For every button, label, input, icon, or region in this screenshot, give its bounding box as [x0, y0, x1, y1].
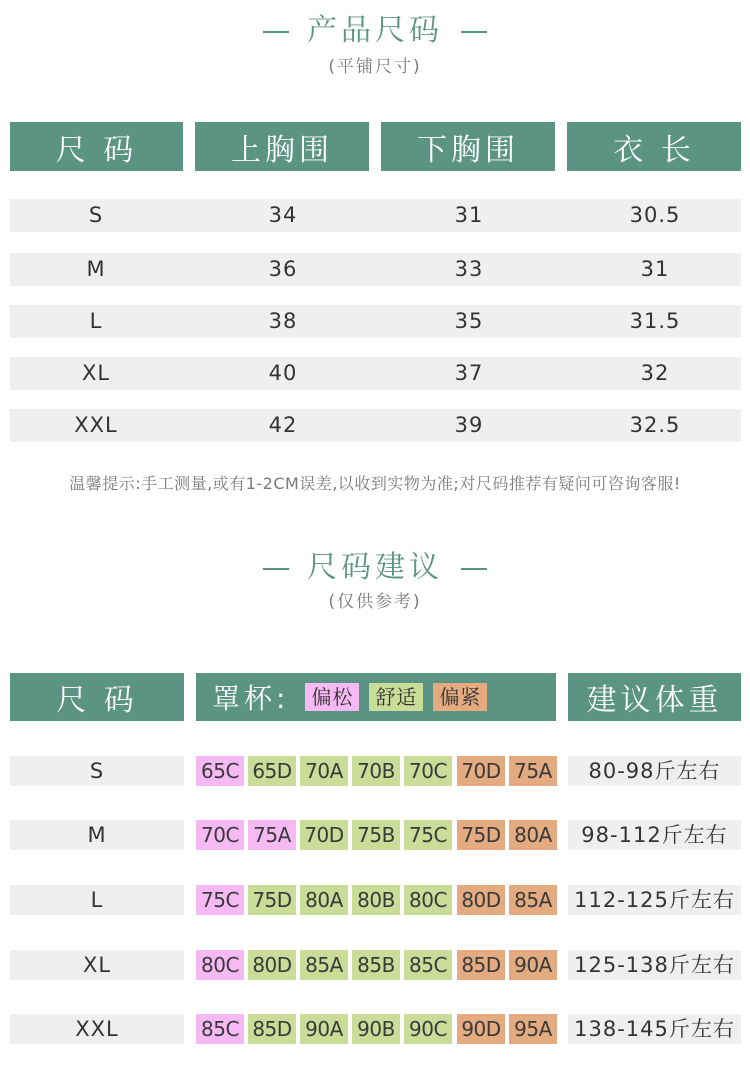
cup-size-cell: 80C [404, 885, 452, 915]
table-cell: 32 [640, 361, 670, 385]
table-cell: M [86, 257, 106, 281]
cup-size-cell: 90B [352, 1014, 400, 1044]
header-size: 尺 码 [10, 673, 184, 721]
table-cell: 40 [268, 361, 298, 385]
cup-size-cell: 80A [509, 820, 557, 850]
section-subtitle: (仅供参考) [328, 592, 422, 612]
section-title-size-suggestion [0, 550, 750, 586]
title-dash-left [263, 31, 289, 33]
cup-size-cell: 75C [196, 885, 244, 915]
measurement-note: 温馨提示:手工测量,或有1-2CM误差,以收到实物为准;对尺码推荐有疑问可咨询客服! [69, 474, 681, 493]
cup-size-cell: 80D [457, 885, 505, 915]
weight-label: 125-138斤左右 [568, 950, 741, 980]
cup-size-cell: 80D [248, 950, 296, 980]
table-cell: 38 [268, 309, 298, 333]
cup-size-cell: 80A [300, 885, 348, 915]
header-size: 尺 码 [10, 122, 183, 171]
table-cell: 31 [640, 257, 670, 281]
cup-size-cell: 70B [352, 756, 400, 786]
legend-loose: 偏松 [305, 683, 359, 711]
table-cell: 39 [454, 413, 484, 437]
size-label: S [10, 756, 184, 786]
table-cell: 37 [454, 361, 484, 385]
header-weight: 建议体重 [568, 673, 741, 721]
cup-size-cell: 65D [248, 756, 296, 786]
cup-size-cell: 70A [300, 756, 348, 786]
table-cell: 42 [268, 413, 298, 437]
header-upper-bust: 上胸围 [195, 122, 369, 171]
weight-label: 138-145斤左右 [568, 1014, 741, 1044]
weight-label: 98-112斤左右 [568, 820, 741, 850]
weight-label: 112-125斤左右 [568, 885, 741, 915]
title-dash-right [461, 568, 487, 570]
cup-size-cell: 90A [300, 1014, 348, 1044]
cup-size-cell: 85B [352, 950, 400, 980]
table-cell: 32.5 [629, 413, 681, 437]
cup-size-cell: 85A [300, 950, 348, 980]
table-cell: XXL [74, 413, 118, 437]
size-label: M [10, 820, 184, 850]
cup-size-cell: 70D [457, 756, 505, 786]
cup-size-cell: 75C [404, 820, 452, 850]
header-length: 衣 长 [567, 122, 741, 171]
weight-label: 80-98斤左右 [568, 756, 741, 786]
cup-size-cell: 75D [457, 820, 505, 850]
cup-size-cell: 95A [509, 1014, 557, 1044]
cup-size-cell: 80B [352, 885, 400, 915]
cup-size-cell: 75B [352, 820, 400, 850]
header-cup-label: 罩杯: [212, 682, 290, 715]
cup-size-cell: 70D [300, 820, 348, 850]
title-dash-right [461, 31, 487, 33]
table-cell: 33 [454, 257, 484, 281]
cup-size-cell: 75D [248, 885, 296, 915]
size-label: XL [10, 950, 184, 980]
section-subtitle: (平铺尺寸) [328, 57, 422, 77]
cup-size-cell: 85A [509, 885, 557, 915]
section-title-text: 产品尺码 [307, 13, 443, 48]
table-cell: 31 [454, 203, 484, 227]
table-cell: S [88, 203, 104, 227]
legend-tight: 偏紧 [433, 683, 487, 711]
table-cell: 35 [454, 309, 484, 333]
cup-size-cell: 85D [248, 1014, 296, 1044]
cup-size-cell: 85C [196, 1014, 244, 1044]
cup-size-cell: 75A [509, 756, 557, 786]
cup-size-cell: 85C [404, 950, 452, 980]
table-cell: 34 [268, 203, 298, 227]
size-label: XXL [10, 1014, 184, 1044]
header-cup [196, 673, 556, 721]
header-under-bust: 下胸围 [381, 122, 555, 171]
section-title-text: 尺码建议 [307, 550, 443, 585]
title-dash-left [263, 568, 289, 570]
cup-size-cell: 65C [196, 756, 244, 786]
cup-size-cell: 90D [457, 1014, 505, 1044]
cup-size-cell: 90C [404, 1014, 452, 1044]
cup-size-cell: 90A [509, 950, 557, 980]
table-cell: 36 [268, 257, 298, 281]
legend-comfortable: 舒适 [369, 683, 423, 711]
cup-size-cell: 70C [404, 756, 452, 786]
cup-size-cell: 85D [457, 950, 505, 980]
table-cell: 31.5 [629, 309, 681, 333]
cup-size-cell: 80C [196, 950, 244, 980]
section-title-product-size [0, 13, 750, 49]
table-cell: 30.5 [629, 203, 681, 227]
cup-size-cell: 75A [248, 820, 296, 850]
size-label: L [10, 885, 184, 915]
table-cell: L [89, 309, 103, 333]
cup-size-cell: 70C [196, 820, 244, 850]
table-cell: XL [81, 361, 111, 385]
